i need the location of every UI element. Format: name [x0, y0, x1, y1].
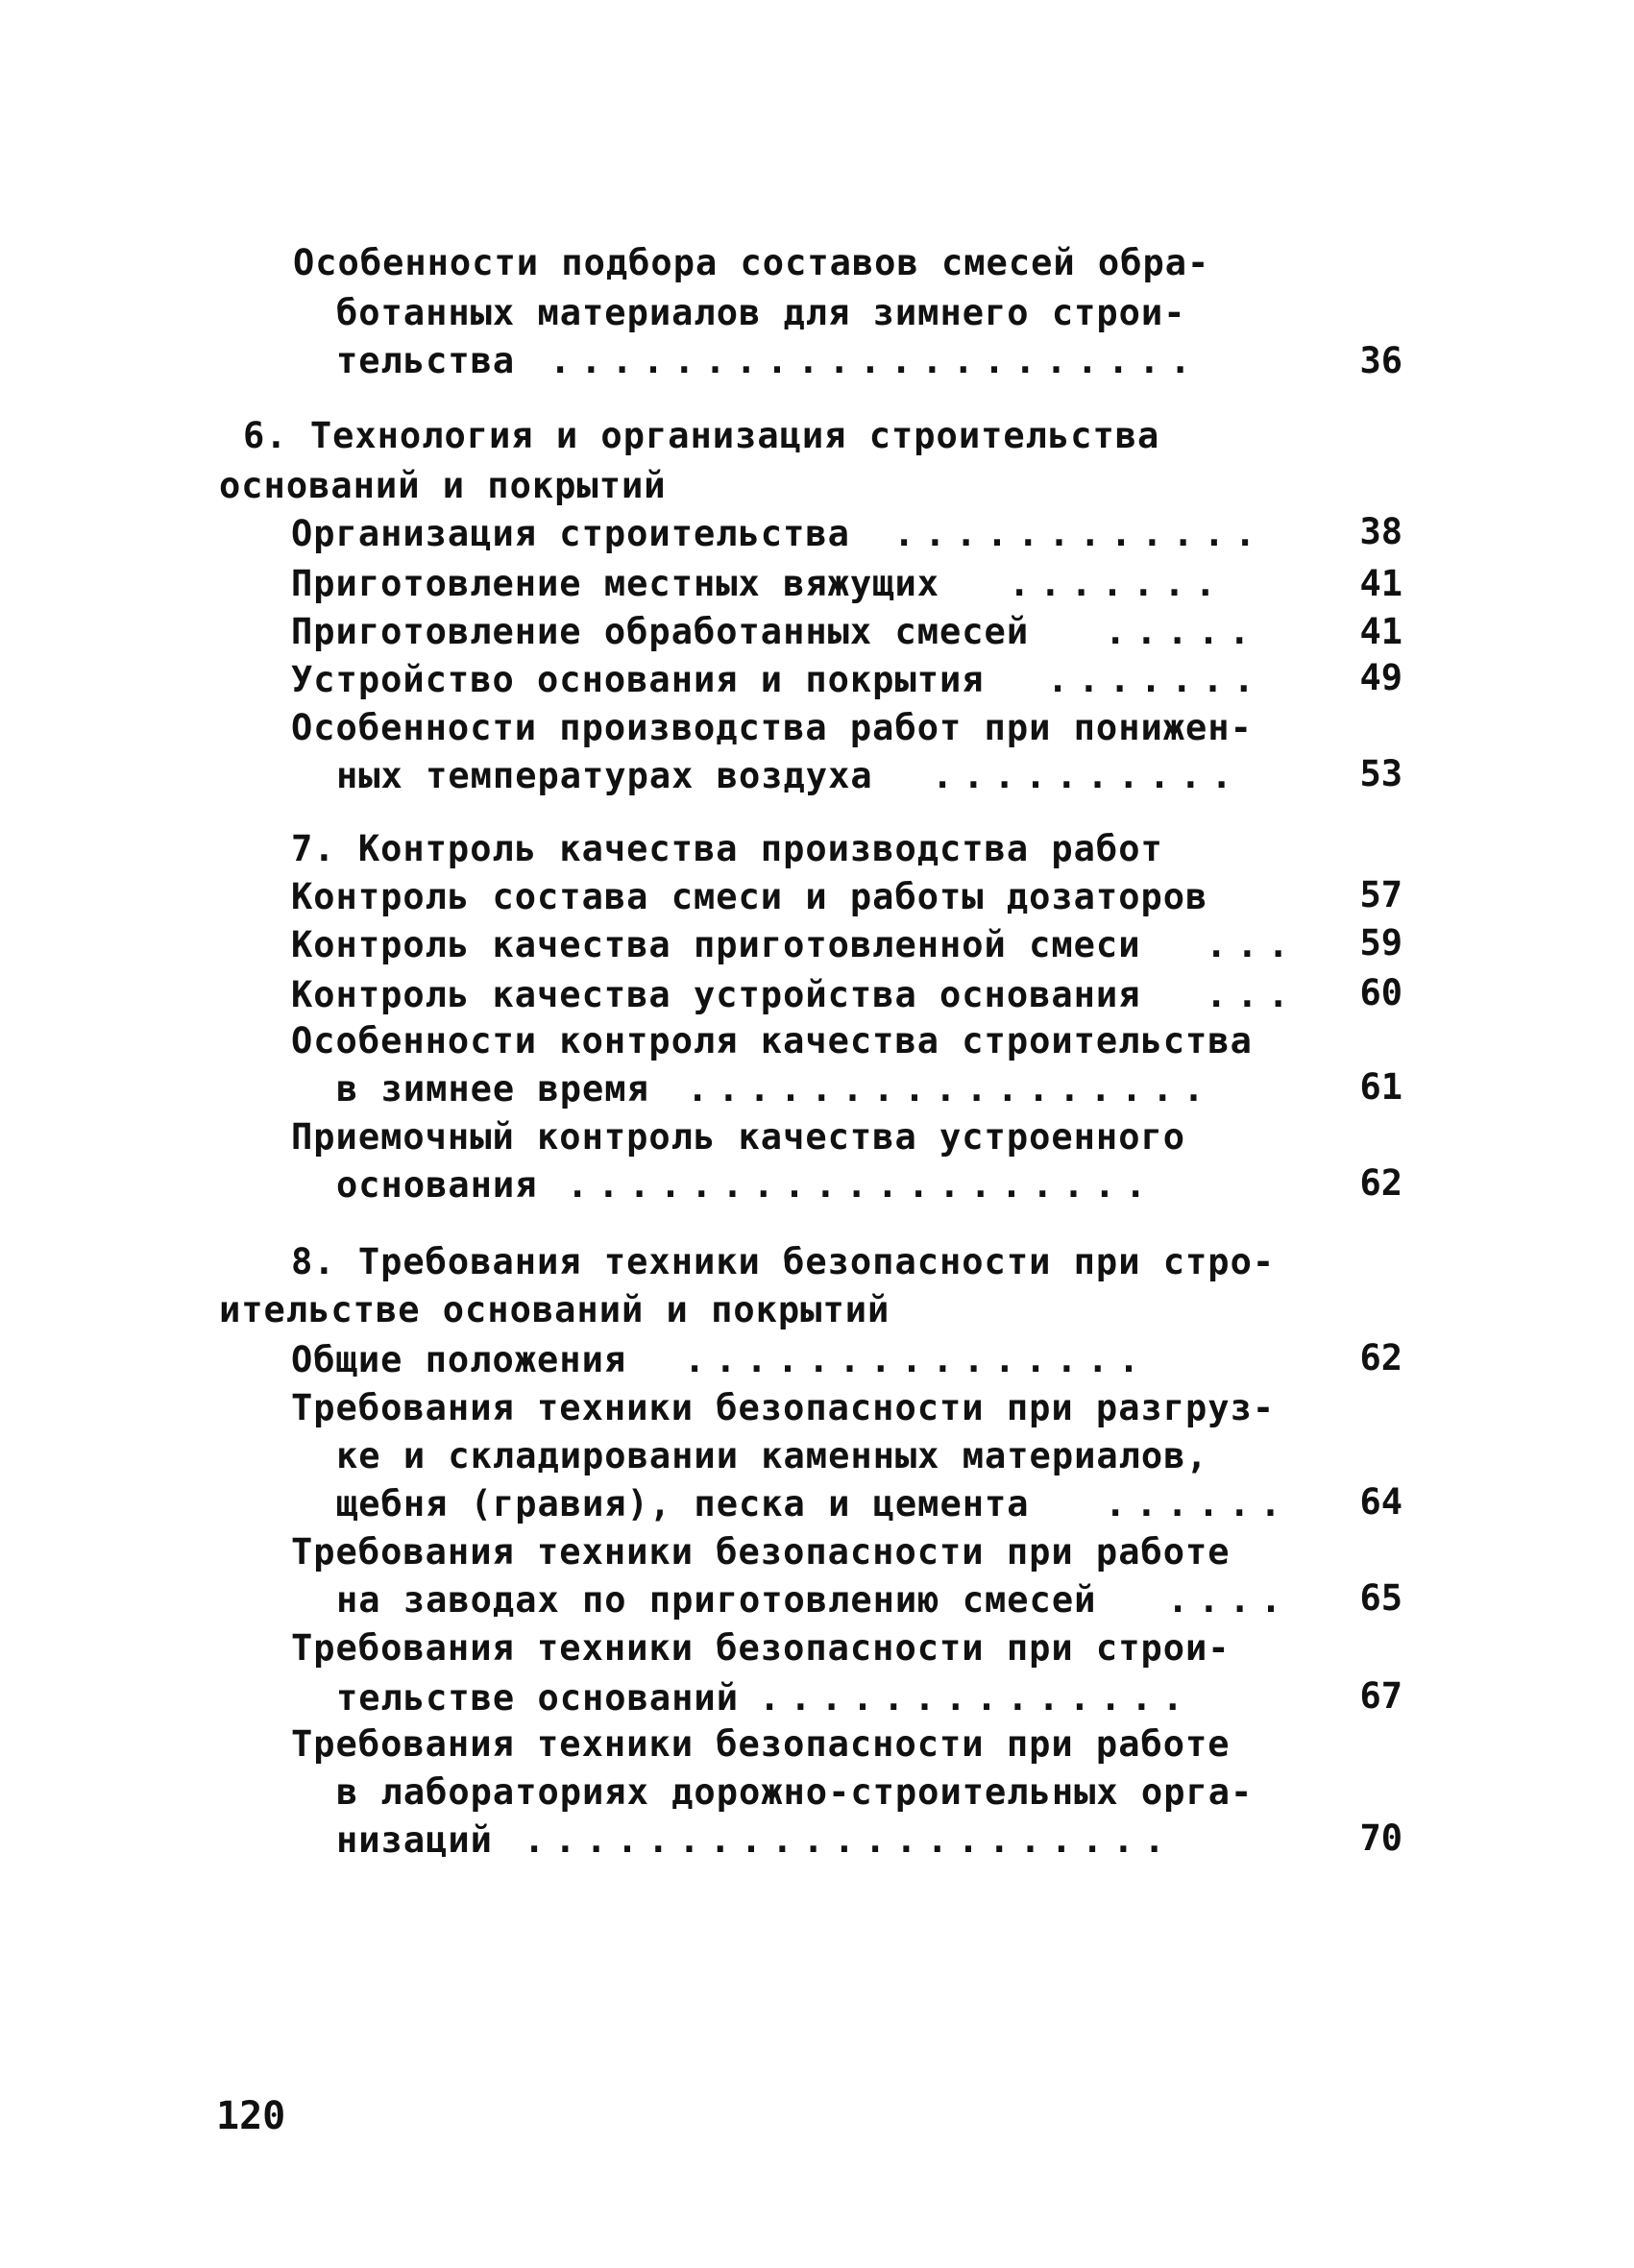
section-heading: оснований и покрытий [219, 465, 667, 506]
toc-entry-line: Организация строительства [291, 513, 850, 554]
toc-entry-line: ботанных материалов для зимнего строи- [336, 292, 1186, 333]
toc-page-number: 61 [1359, 1066, 1402, 1108]
toc-page-number: 49 [1359, 657, 1402, 698]
toc-entry-line: Устройство основания и покрытия [291, 659, 985, 700]
toc-page-number: 53 [1359, 753, 1402, 794]
toc-page-number: 36 [1359, 340, 1402, 381]
dot-leader: .............. [759, 1677, 1193, 1719]
dot-leader: ..................... [549, 340, 1201, 381]
dot-leader: ................... [567, 1164, 1157, 1206]
section-heading: 7. Контроль качества производства работ [291, 828, 1163, 869]
toc-entry-line: тельства [336, 340, 516, 381]
toc-entry-line: Требования техники безопасности при работе [291, 1723, 1231, 1765]
toc-entry-line: Приемочный контроль качества устроенного [291, 1116, 1186, 1158]
toc-page-number: 41 [1359, 611, 1402, 652]
dot-leader: ... [1206, 924, 1299, 965]
toc-page-number: 62 [1359, 1337, 1402, 1378]
toc-entry-line: Общие положения [291, 1339, 627, 1380]
toc-page-number: 70 [1359, 1817, 1402, 1859]
toc-entry-line: основания [336, 1164, 538, 1206]
section-heading: 8. Требования техники безопасности при стро- [291, 1241, 1276, 1282]
toc-entry-line: Требования техники безопасности при разгруз- [291, 1387, 1276, 1428]
toc-entry-line: ке и складировании каменных материалов, [336, 1435, 1208, 1476]
toc-entry-line: щебня (гравия), песка и цемента [336, 1483, 1030, 1524]
dot-leader: ............... [684, 1339, 1150, 1380]
toc-page-number: 57 [1359, 874, 1402, 915]
toc-page-number: 67 [1359, 1675, 1402, 1717]
toc-entry-line: в зимнее время [336, 1068, 649, 1110]
toc-entry-line: Приготовление местных вяжущих [291, 563, 940, 604]
toc-entry-line: Контроль состава смеси и работы дозаторов [291, 876, 1208, 917]
section-heading: ительстве оснований и покрытий [219, 1289, 890, 1330]
toc-page-number: 64 [1359, 1481, 1402, 1523]
dot-leader: ...... [1105, 1483, 1291, 1524]
dot-leader: ............ [893, 513, 1266, 554]
toc-entry-line: Требования техники безопасности при строи- [291, 1627, 1231, 1669]
dot-leader: ..................... [524, 1819, 1175, 1861]
toc-entry-line: в лабораториях дорожно-строительных орга- [336, 1771, 1254, 1813]
toc-entry-line: на заводах по приготовлению смесей [336, 1579, 1097, 1621]
dot-leader: ... [1206, 974, 1299, 1015]
toc-page-number: 62 [1359, 1162, 1402, 1204]
toc-entry-line: низаций [336, 1819, 493, 1861]
toc-page-number: 60 [1359, 972, 1402, 1013]
dot-leader: ................. [687, 1068, 1214, 1110]
toc-entry-line: ных температурах воздуха [336, 755, 873, 796]
toc-entry-line: тельстве оснований [336, 1677, 739, 1719]
toc-page-number: 41 [1359, 563, 1402, 604]
toc-entry-line: Особенности производства работ при понижен- [291, 707, 1253, 748]
dot-leader: .... [1167, 1579, 1292, 1621]
section-heading: 6. Технология и организация строительства [243, 415, 1160, 456]
toc-entry-line: Особенности контроля качества строительства [291, 1020, 1253, 1061]
toc-entry-line: Контроль качества приготовленной смеси [291, 924, 1141, 965]
page-number: 120 [216, 2094, 286, 2138]
toc-entry-line: Приготовление обработанных смесей [291, 611, 1030, 652]
dot-leader: .......... [932, 755, 1242, 796]
toc-entry-line: Особенности подбора составов смесей обра- [293, 242, 1210, 283]
dot-leader: ..... [1105, 611, 1260, 652]
toc-entry-line: Требования техники безопасности при работе [291, 1531, 1231, 1573]
dot-leader: ....... [1009, 563, 1226, 604]
toc-page-number: 59 [1359, 922, 1402, 963]
toc-entry-line: Контроль качества устройства основания [291, 974, 1141, 1015]
toc-page-number: 38 [1359, 511, 1402, 552]
dot-leader: ....... [1047, 659, 1264, 700]
toc-page-number: 65 [1359, 1577, 1402, 1619]
